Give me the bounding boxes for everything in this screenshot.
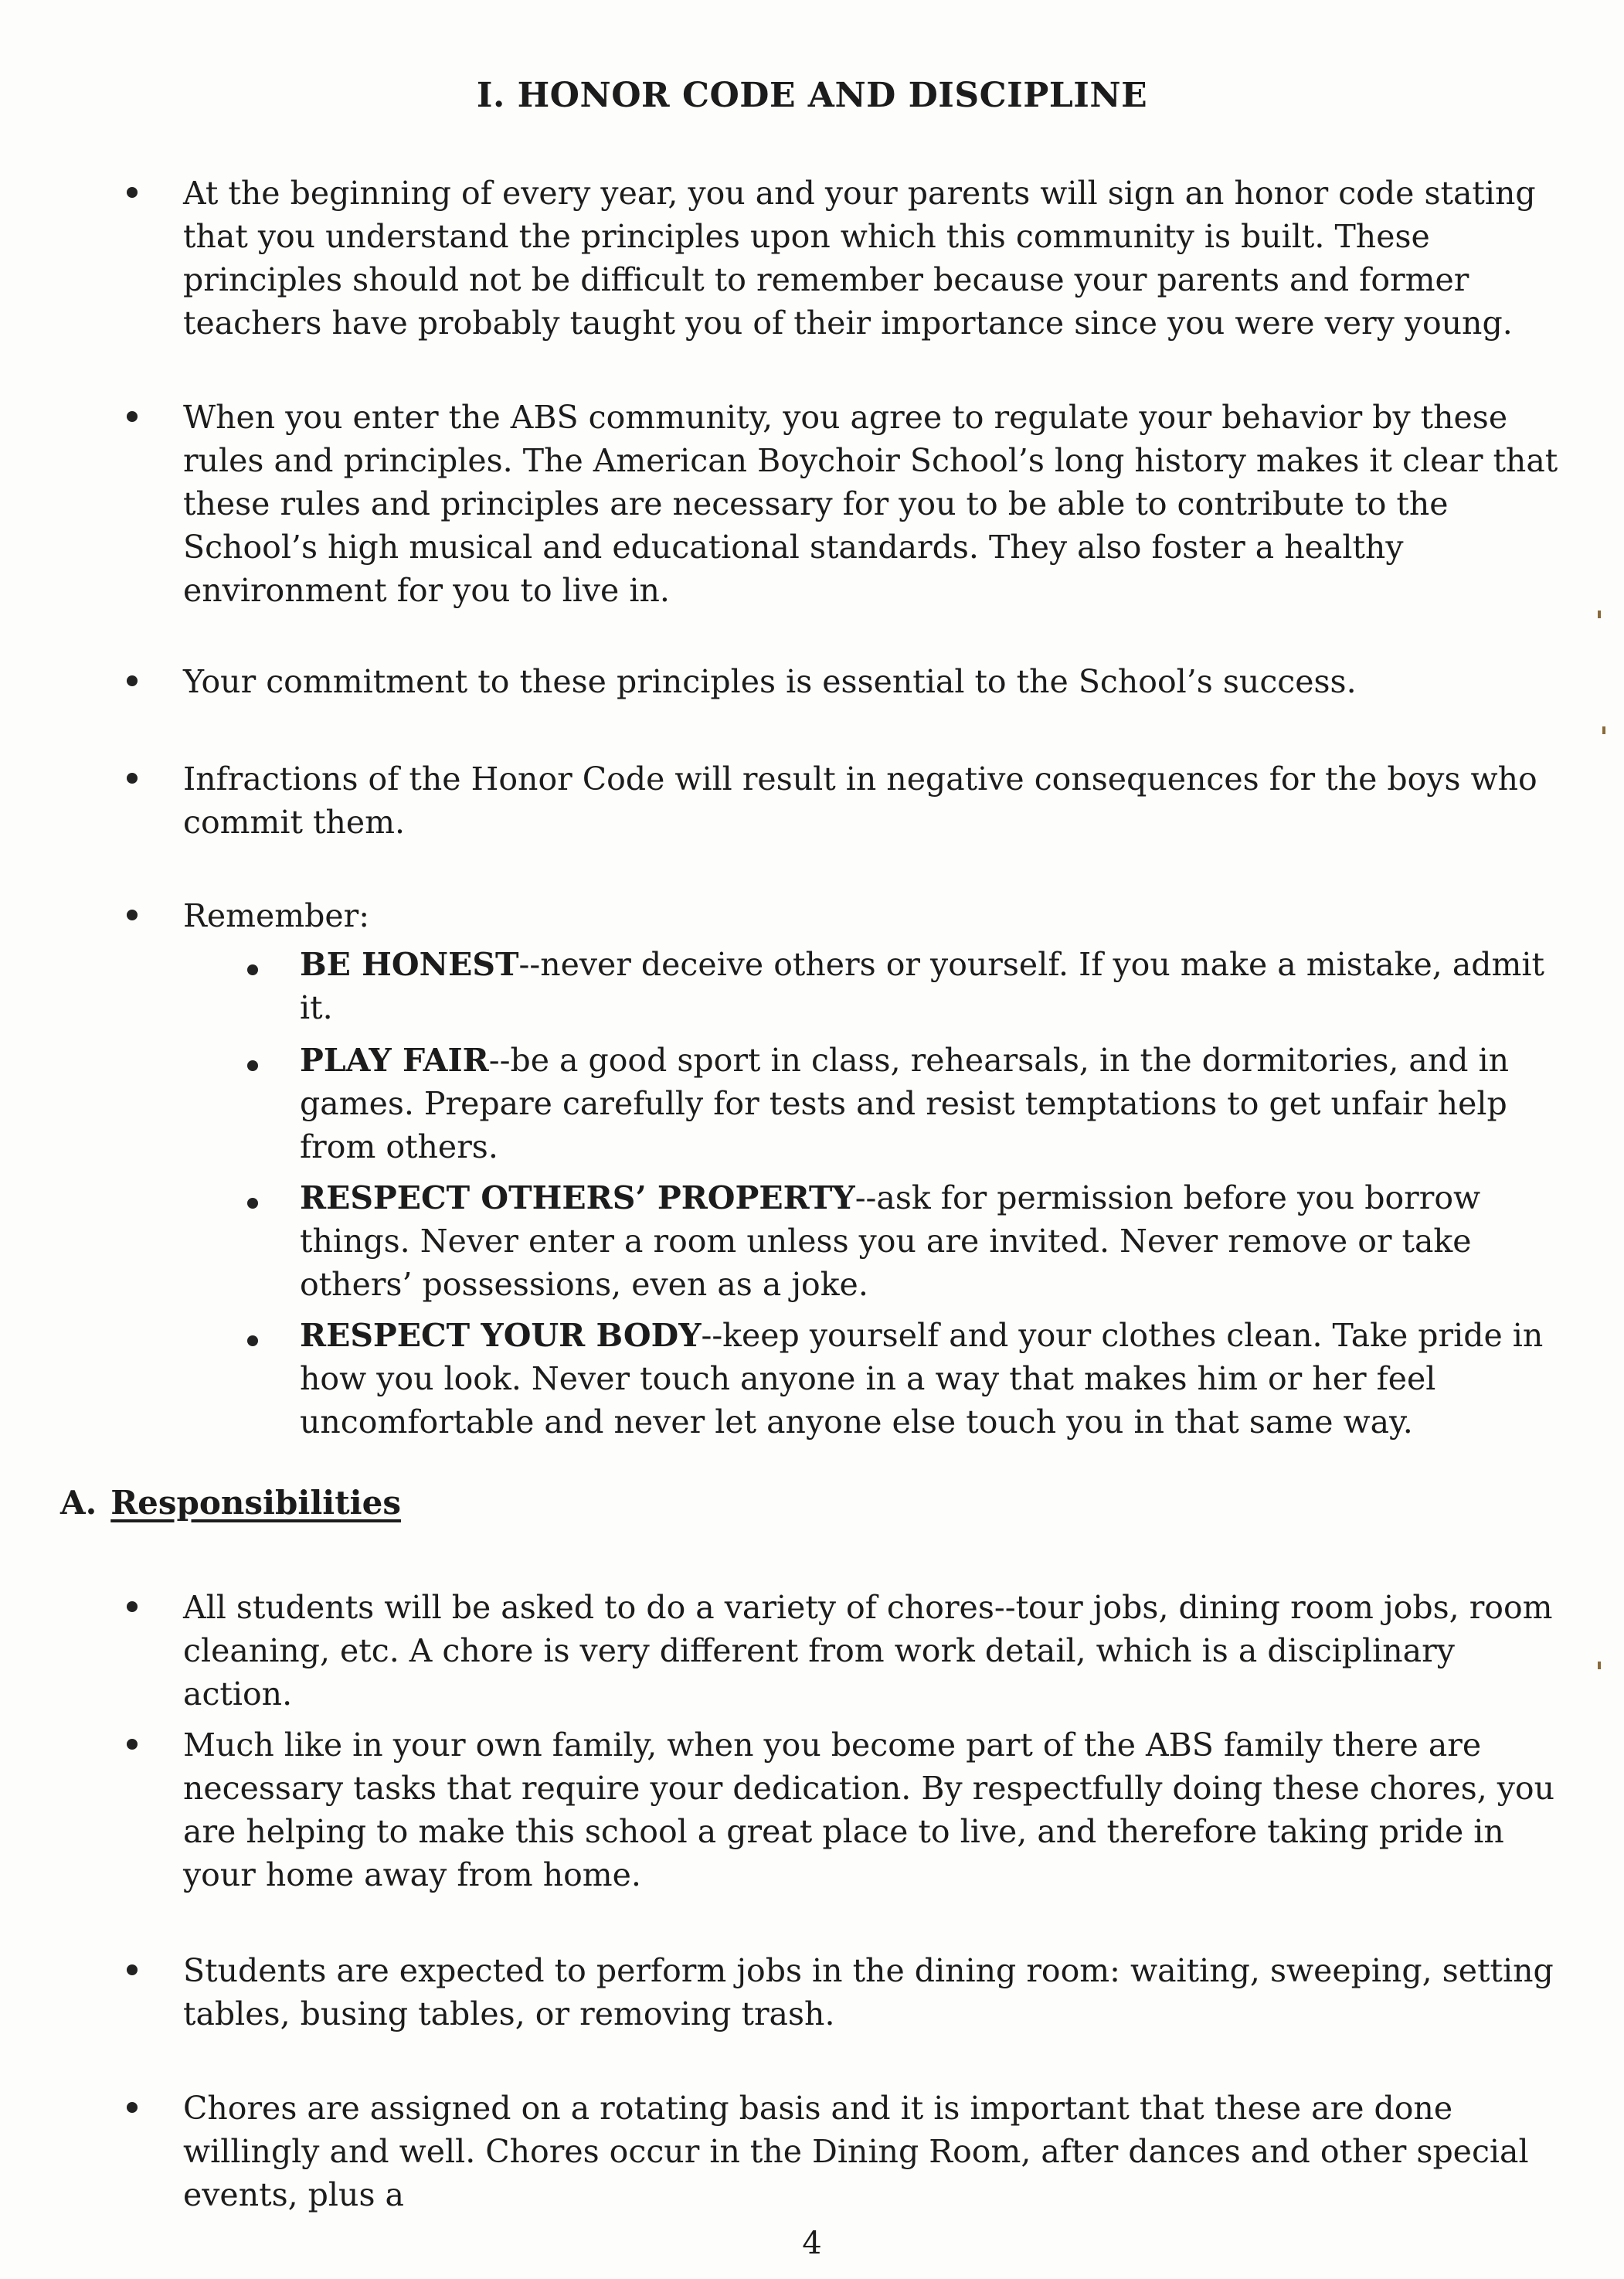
- remember-item-label: RESPECT YOUR BODY: [300, 1317, 702, 1354]
- bullet-text: All students will be asked to do a variety of chores--tour jobs, dining room jobs, room cleaning, etc. A chore is very different from work detail, which is a disciplinary action.: [183, 1589, 1553, 1713]
- remember-item-label: BE HONEST: [300, 946, 519, 983]
- section-heading: [60, 1484, 401, 1522]
- bullet-dot: [127, 1739, 138, 1750]
- remember-item-text: --be a good sport in class, rehearsals, in the dormitories, and in games. Prepare carefully for tests and resist temptations to get unfair help from others.: [300, 1042, 1510, 1165]
- remember-item: [300, 1176, 1567, 1306]
- bullet-dot: [127, 1964, 138, 1975]
- bullet-text: Students are expected to perform jobs in the dining room: waiting, sweeping, setting tables, busing tables, or removing trash.: [183, 1952, 1554, 2032]
- bullet-dot: [127, 1601, 138, 1612]
- scan-speck: [1602, 726, 1605, 734]
- bullet-text: At the beginning of every year, you and your parents will sign an honor code stating that you understand the principles upon which this community is built. These principles should not be difficult to remember because your parents and former teachers have probably taught you of their importance since you were very young.: [183, 175, 1536, 342]
- bullet-dot: [127, 910, 138, 920]
- bullet-text: Much like in your own family, when you become part of the ABS family there are necessary tasks that require your dedication. By respectfully doing these chores, you are helping to make this school a great place to live, and therefore taking pride in your home away from home.: [183, 1726, 1555, 1893]
- remember-item-label: PLAY FAIR: [300, 1042, 489, 1079]
- sub-bullet-dot: [247, 1060, 258, 1071]
- bullet-text: When you enter the ABS community, you agree to regulate your behavior by these rules and principles. The American Boychoir School’s long history makes it clear that these rules and principles are necessary for you to be able to contribute to the School’s high musical and educational standards. They also foster a healthy environment for you to live in.: [183, 399, 1558, 609]
- bullet-dot: [127, 187, 138, 198]
- section-letter: A.: [60, 1484, 97, 1522]
- bullet-text: Your commitment to these principles is essential to the School’s success.: [183, 663, 1357, 700]
- bullet-text: Remember:: [183, 897, 370, 934]
- remember-item-text: --never deceive others or yourself. If you make a mistake, admit it.: [300, 946, 1544, 1026]
- bullet-text: Infractions of the Honor Code will result in negative consequences for the boys who commit them.: [183, 760, 1537, 841]
- remember-item-text: --ask for permission before you borrow things. Never enter a room unless you are invited. Never remove or take others’ possessions, even as a joke.: [300, 1179, 1481, 1303]
- remember-item: [300, 943, 1567, 1029]
- scan-speck: [1598, 611, 1601, 618]
- scan-speck: [1598, 1662, 1601, 1669]
- section-label: Responsibilities: [110, 1484, 401, 1522]
- remember-item: [300, 1314, 1567, 1444]
- sub-bullet-dot: [247, 1335, 258, 1346]
- sub-bullet-dot: [247, 1198, 258, 1209]
- bullet-text: Chores are assigned on a rotating basis and it is important that these are done willingly and well. Chores occur in the Dining Room, after dances and other special events, plus a: [183, 2090, 1529, 2213]
- sub-bullet-dot: [247, 964, 258, 975]
- remember-item: [300, 1039, 1567, 1168]
- bullet-dot: [127, 675, 138, 686]
- bullet-dot: [127, 411, 138, 422]
- page-number: 4: [802, 2226, 822, 2261]
- bullet-dot: [127, 2102, 138, 2113]
- bullet-dot: [127, 773, 138, 784]
- remember-item-label: RESPECT OTHERS’ PROPERTY: [300, 1179, 855, 1216]
- remember-item-text: --keep yourself and your clothes clean. Take pride in how you look. Never touch anyone in a way that makes him or her feel uncomfortable and never let anyone else touch you in that same way.: [300, 1317, 1544, 1441]
- page-title: I. HONOR CODE AND DISCIPLINE: [476, 76, 1148, 115]
